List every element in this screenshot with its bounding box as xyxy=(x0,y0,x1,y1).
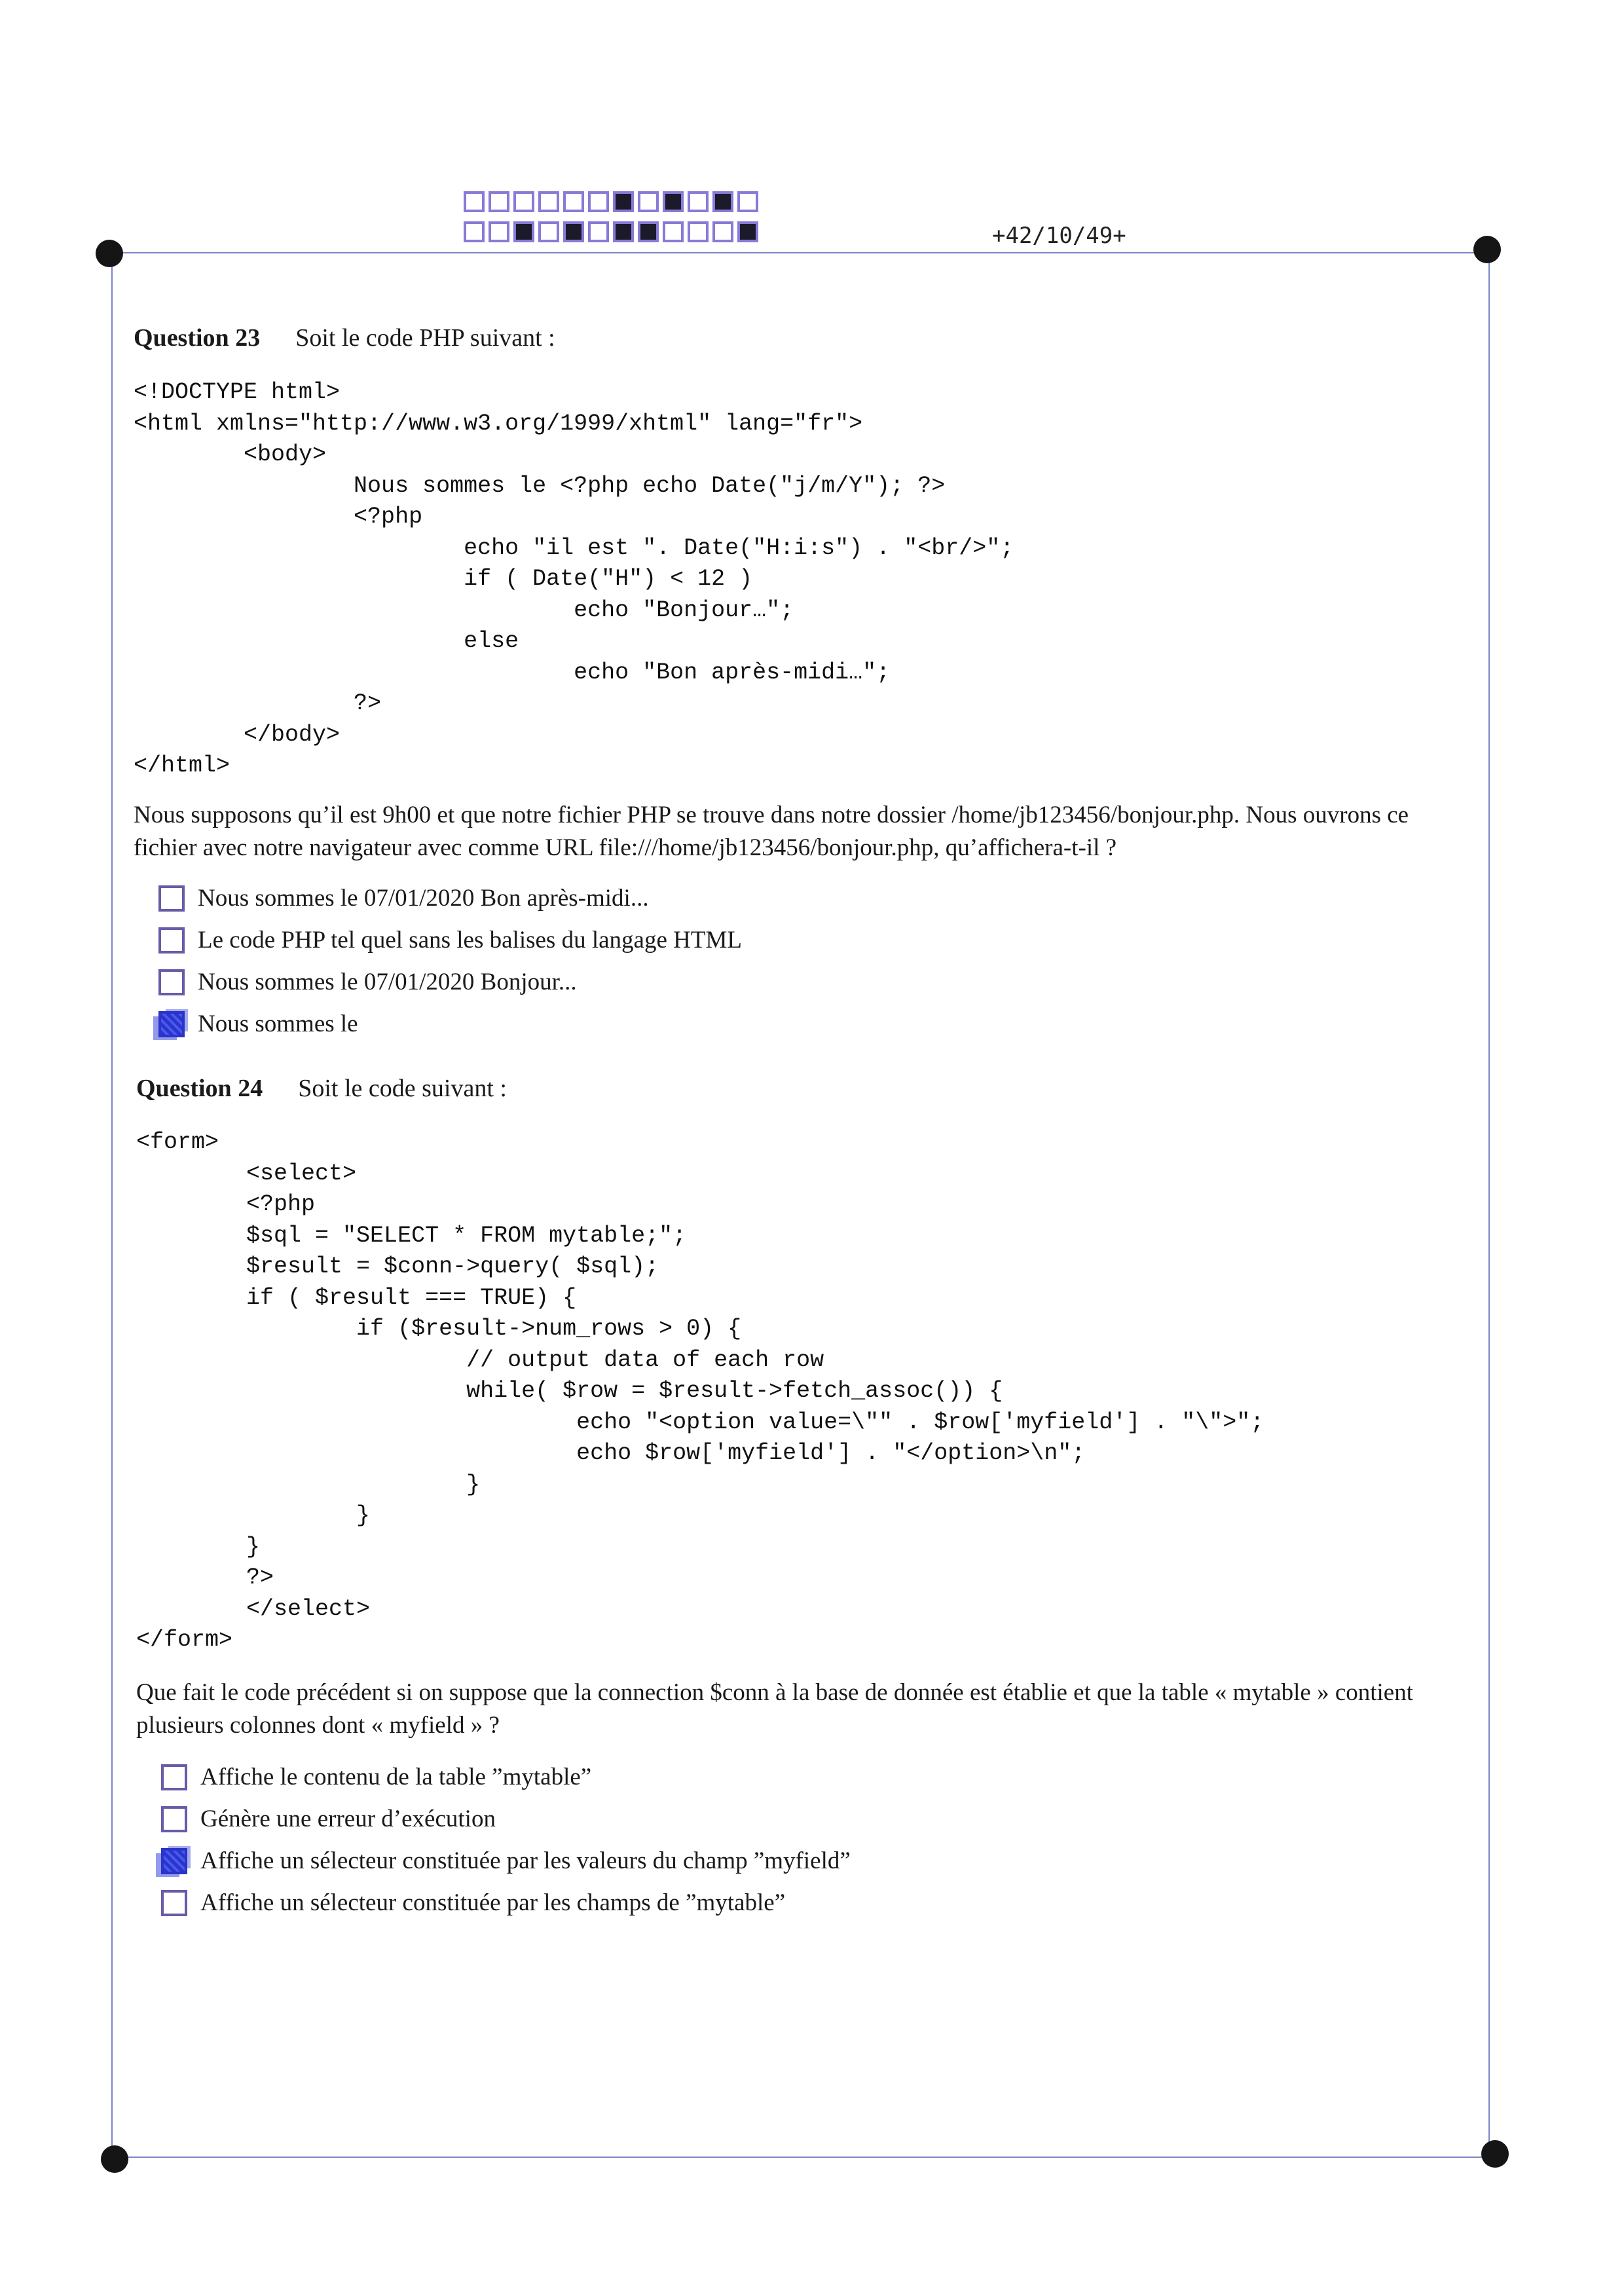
code-cell xyxy=(513,191,534,212)
answer-label: Nous sommes le 07/01/2020 Bon après-midi... xyxy=(198,885,649,912)
checkbox[interactable] xyxy=(161,1764,187,1790)
id-code-strip-row1 xyxy=(464,191,762,212)
q24-answer-2[interactable] xyxy=(161,1805,496,1833)
code-cell xyxy=(464,221,485,242)
q23-answer-2[interactable] xyxy=(158,926,742,954)
question-prompt: Soit le code PHP suivant : xyxy=(295,324,555,352)
q23-code-block: <!DOCTYPE html> <html xmlns="http://www.w3.org/1999/xhtml" lang="fr"> <body> Nous sommes le <?php echo Date("j/m/Y"); ?> <?php echo "il est ". Date("H:i:s") . "<br/>"; if ( Date("H") < 12 ) echo "Bonjour…"; else echo "Bon après-midi…"; ?> </body> </html> xyxy=(134,379,1014,779)
code-cell xyxy=(538,221,559,242)
code-cell xyxy=(489,191,509,212)
checkbox[interactable] xyxy=(158,927,185,954)
answer-label: Affiche un sélecteur constituée par les valeurs du champ ”myfield” xyxy=(200,1847,851,1874)
code-cell xyxy=(712,221,733,242)
corner-marker-bottom-right xyxy=(1481,2140,1509,2168)
code-cell xyxy=(737,191,758,212)
question-number: Question 23 xyxy=(134,324,261,352)
code-cell xyxy=(688,221,709,242)
answer-label: Nous sommes le xyxy=(198,1010,358,1037)
corner-marker-top-left xyxy=(96,240,123,267)
answer-label: Affiche le contenu de la table ”mytable” xyxy=(200,1764,592,1790)
code-cell xyxy=(513,221,534,242)
code-cell xyxy=(663,191,684,212)
question-prompt: Soit le code suivant : xyxy=(298,1075,507,1102)
code-cell xyxy=(638,221,659,242)
corner-marker-bottom-left xyxy=(101,2145,128,2173)
code-cell xyxy=(613,191,634,212)
code-cell xyxy=(588,221,609,242)
id-code-strip-row2 xyxy=(464,221,762,242)
code-cell xyxy=(663,221,684,242)
answer-label: Nous sommes le 07/01/2020 Bonjour... xyxy=(198,969,577,995)
code-cell xyxy=(688,191,709,212)
checkbox[interactable] xyxy=(158,885,185,912)
question-23-title xyxy=(134,324,555,352)
answer-label: Le code PHP tel quel sans les balises du langage HTML xyxy=(198,927,742,954)
code-cell xyxy=(489,221,509,242)
code-cell xyxy=(538,191,559,212)
code-cell xyxy=(588,191,609,212)
q23-answer-4[interactable] xyxy=(158,1010,358,1038)
answer-label: Génère une erreur d’exécution xyxy=(200,1805,496,1832)
code-cell xyxy=(638,191,659,212)
q24-question-text: Que fait le code précédent si on suppose que la connection $conn à la base de donnée est établie et que la table « mytable » contient plusieurs colonnes dont « myfield » ? xyxy=(136,1679,1413,1739)
code-cell xyxy=(563,191,584,212)
code-cell xyxy=(737,221,758,242)
code-cell xyxy=(464,191,485,212)
question-24-title xyxy=(136,1074,507,1103)
page-id: +42/10/49+ xyxy=(992,223,1126,249)
answer-label: Affiche un sélecteur constituée par les champs de ”mytable” xyxy=(200,1889,786,1916)
q24-answer-3[interactable] xyxy=(161,1847,851,1875)
q24-answer-4[interactable] xyxy=(161,1889,785,1917)
checkbox[interactable] xyxy=(158,969,185,995)
q23-answer-1[interactable] xyxy=(158,884,649,912)
code-cell xyxy=(563,221,584,242)
checkbox-checked[interactable] xyxy=(158,1011,185,1037)
code-cell xyxy=(712,191,733,212)
code-cell xyxy=(613,221,634,242)
q23-answer-3[interactable] xyxy=(158,968,577,996)
checkbox[interactable] xyxy=(161,1890,187,1916)
q23-question-text: Nous supposons qu’il est 9h00 et que notre fichier PHP se trouve dans notre dossier /home/jb123456/bonjour.php. Nous ouvrons ce fichier avec notre navigateur avec comme URL file:///home/jb123456/bonjour.php, qu’affichera-t-il ? xyxy=(134,802,1409,861)
corner-marker-top-right xyxy=(1473,236,1501,263)
question-number: Question 24 xyxy=(136,1075,263,1102)
checkbox-checked[interactable] xyxy=(161,1848,187,1874)
q24-code-block: <form> <select> <?php $sql = "SELECT * FROM mytable;"; $result = $conn->query( $sql); if ( $result === TRUE) { if ($result->num_rows > 0) { // output data of each row while( $row = $result->fetch_assoc()) { echo "<option value=\"" . $row['myfield'] . "\">"; echo $row['myfield'] . "</option>\n"; } } } ?> </select> </form> xyxy=(136,1129,1264,1653)
q24-answer-1[interactable] xyxy=(161,1763,591,1791)
checkbox[interactable] xyxy=(161,1806,187,1832)
